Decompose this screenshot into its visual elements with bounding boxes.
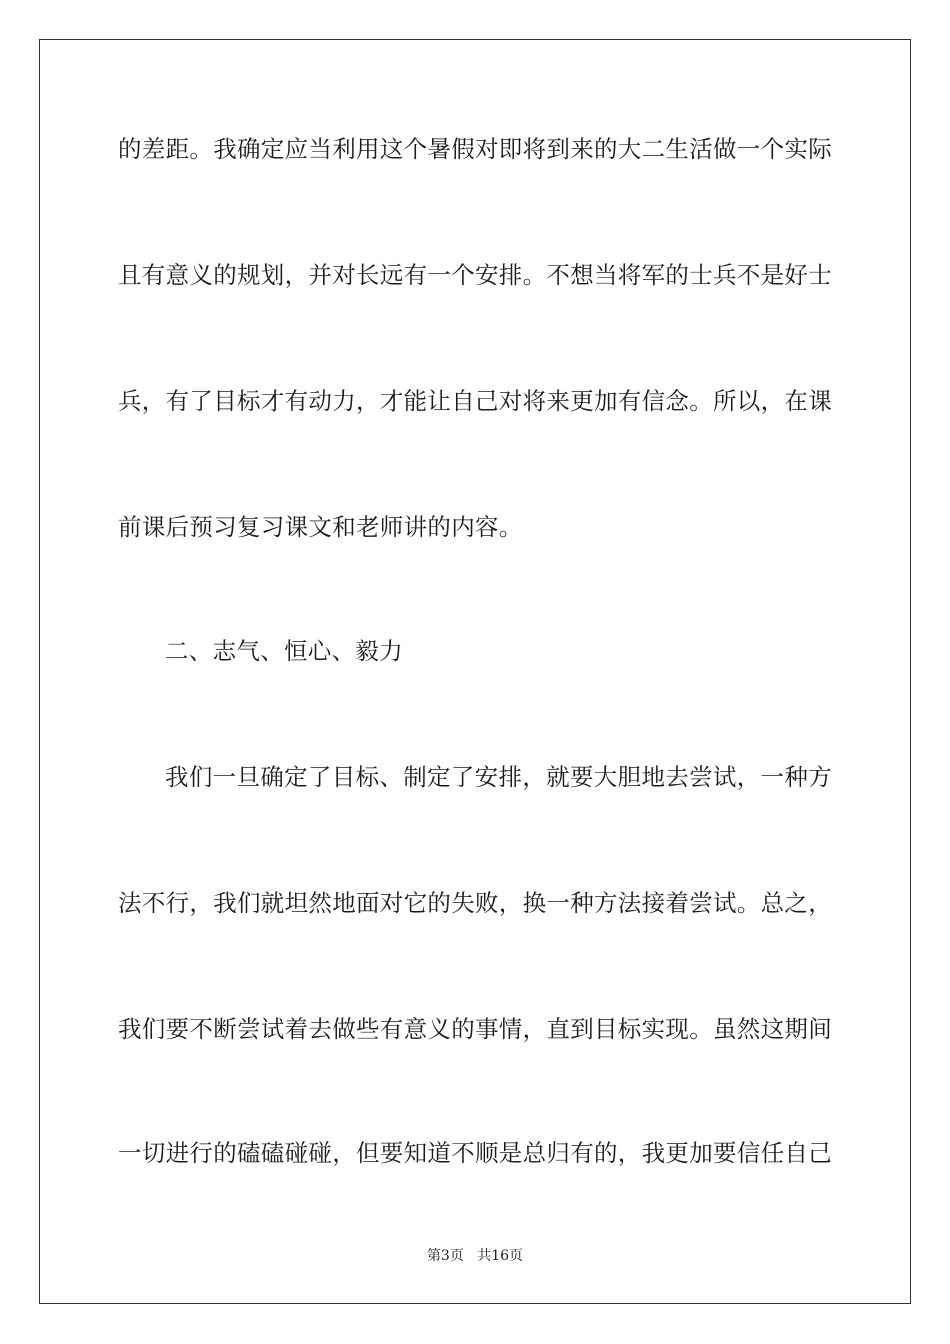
section-heading: 二、志气、恒心、毅力 [165,637,403,665]
body-text-line: 兵，有了目标才有动力，才能让自己对将来更加有信念。所以，在课 [118,387,832,415]
page-number: 第3页 [426,1248,464,1264]
page-footer [0,1246,950,1266]
page-total: 共16页 [477,1248,524,1264]
body-text-line: 一切进行的磕磕碰碰，但要知道不顺是总归有的，我更加要信任自己 [118,1139,832,1167]
body-text-line: 我们一旦确定了目标、制定了安排，就要大胆地去尝试，一种方 [165,763,832,791]
body-text-line: 法不行，我们就坦然地面对它的失败，换一种方法接着尝试。总之， [118,889,832,917]
body-text-line: 前课后预习复习课文和老师讲的内容。 [118,513,523,541]
body-text-line: 且有意义的规划，并对长远有一个安排。不想当将军的士兵不是好士 [118,261,832,289]
page-border [39,39,911,1304]
body-text-line: 我们要不断尝试着去做些有意义的事情，直到目标实现。虽然这期间 [118,1015,832,1043]
body-text-line: 的差距。我确定应当利用这个暑假对即将到来的大二生活做一个实际 [118,135,832,163]
